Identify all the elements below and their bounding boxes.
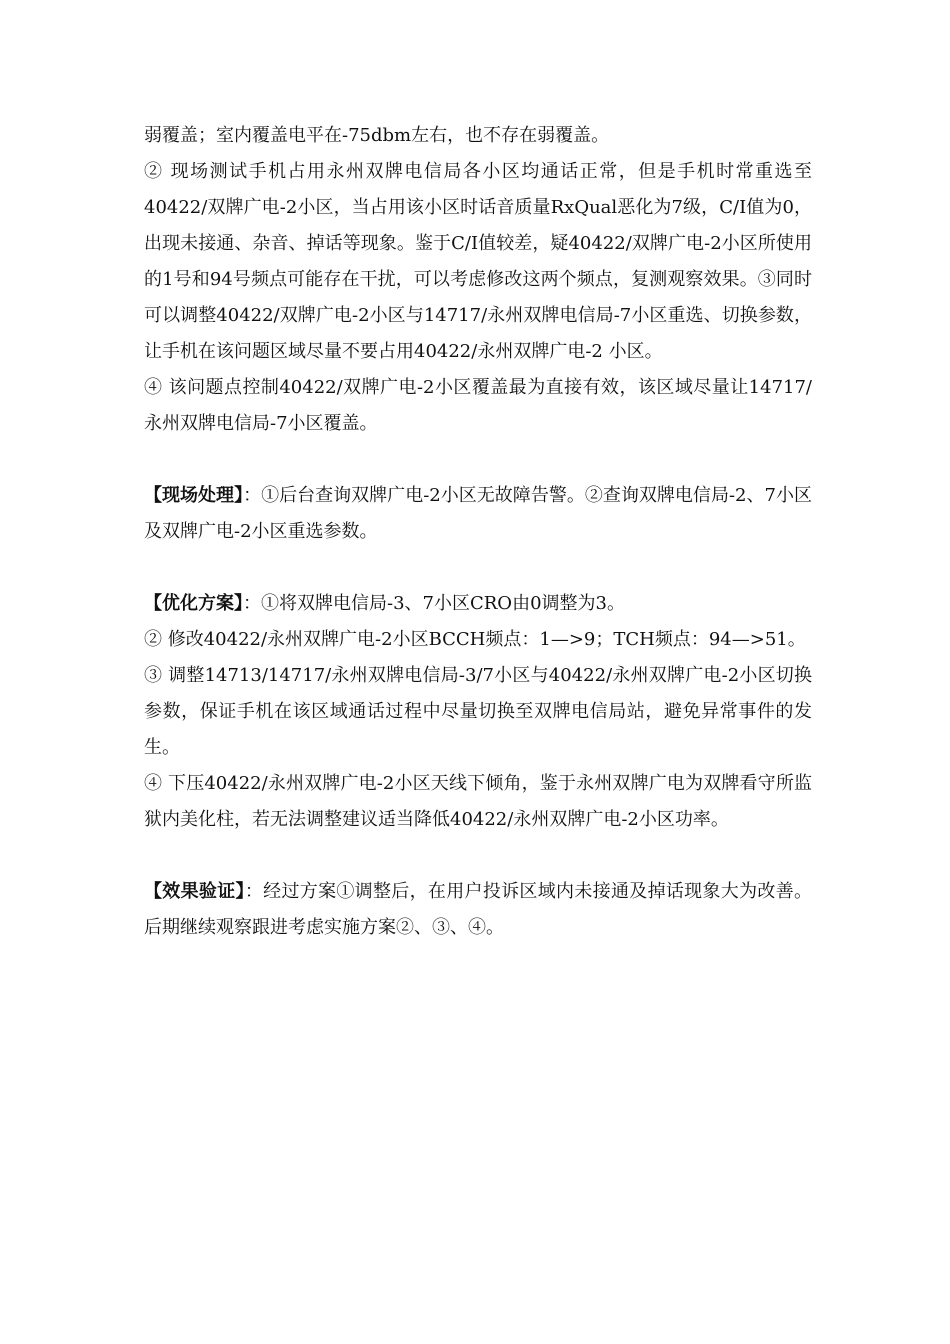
optimization-label: 【优化方案】 [144, 593, 243, 614]
analysis-paragraph-1: 弱覆盖；室内覆盖电平在-75dbm左右，也不存在弱覆盖。 [144, 125, 610, 146]
spacer [144, 442, 812, 478]
optimization-item-4: ④ 下压40422/永州双牌广电-2小区天线下倾角，鉴于永州双牌广电为双牌看守所监狱内美化柱，若无法调整建议适当降低40422/永州双牌广电-2小区功率。 [144, 773, 812, 830]
verification-label: 【效果验证】 [144, 881, 245, 902]
spacer [144, 838, 812, 874]
analysis-paragraph-3: ④ 该问题点控制40422/双牌广电-2小区覆盖最为直接有效，该区域尽量让14717/永州双牌电信局-7小区覆盖。 [144, 377, 812, 434]
analysis-paragraph-2: ② 现场测试手机占用永州双牌电信局各小区均通话正常，但是手机时常重选至40422/双牌广电-2小区，当占用该小区时话音质量RxQual恶化为7级，C/I值为0，出现未接通、杂音、掉话等现象。鉴于C/I值较差，疑40422/双牌广电-2小区所使用的1号和94号频点可能存在干扰，可以考虑修改这两个频点，复测观察效果。③同时可以调整40422/双牌广电-2小区与14717/永州双牌电信局-7小区重选、切换参数，让手机在该问题区域尽量不要占用40422/永州双牌广电-2 小区。 [144, 161, 812, 362]
optimization-item-2: ② 修改40422/永州双牌广电-2小区BCCH频点：1—>9；TCH频点：94—>51。 [144, 629, 806, 650]
optimization-section [144, 586, 812, 622]
optimization-text: ：①将双牌电信局-3、7小区CRO由0调整为3。 [243, 593, 625, 614]
onsite-text: ：①后台查询双牌广电-2小区无故障告警。②查询双牌电信局-2、7小区及双牌广电-2小区重选参数。 [144, 485, 812, 542]
verification-text: ：经过方案①调整后，在用户投诉区域内未接通及掉话现象大为改善。后期继续观察跟进考虑实施方案②、③、④。 [144, 881, 813, 938]
document-body [144, 118, 812, 946]
spacer [144, 550, 812, 586]
onsite-label: 【现场处理】 [144, 485, 244, 506]
verification-section [144, 874, 812, 946]
optimization-item-3: ③ 调整14713/14717/永州双牌电信局-3/7小区与40422/永州双牌广电-2小区切换参数，保证手机在该区域通话过程中尽量切换至双牌电信局站，避免异常事件的发生。 [144, 665, 812, 758]
onsite-section [144, 478, 812, 550]
